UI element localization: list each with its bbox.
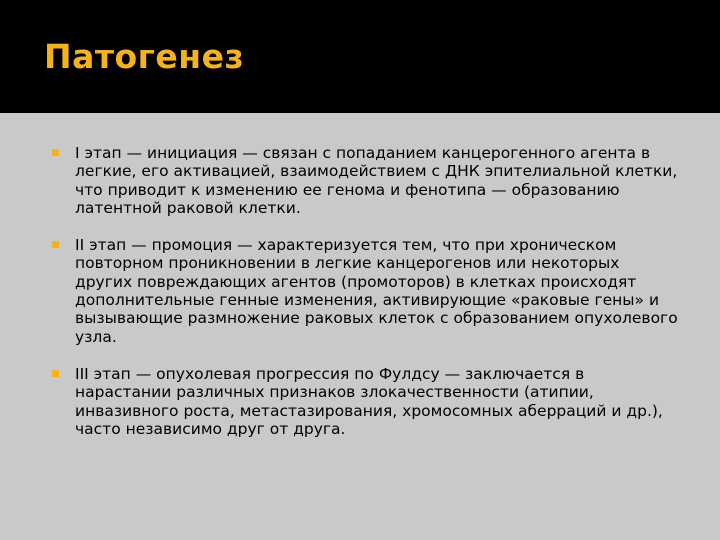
slide-title: Патогенез	[44, 37, 245, 76]
list-item-text: I этап — инициация — связан с попаданием канцерогенного агента в легкие, его активацией, взаимодействием с ДНК эпителиальной клетки, что приводит к изменению ее генома и фенотипа — образованию латентной раковой клетки.	[75, 144, 678, 217]
square-bullet-icon	[52, 241, 59, 248]
title-bar	[0, 0, 720, 113]
list-item	[51, 365, 681, 438]
square-bullet-icon	[52, 370, 59, 377]
list-item	[51, 236, 681, 346]
bullet-list	[51, 144, 681, 457]
list-item	[51, 144, 681, 217]
list-item-text: II этап — промоция — характеризуется тем, что при хроническом повторном проникновении в легкие канцерогенов или некоторых других повреждающих агентов (промоторов) в клетках происходят дополнительные генные изменения, активирующие «раковые гены» и вызывающие размножение раковых клеток с образованием опухолевого узла.	[75, 236, 678, 346]
list-item-text: III этап — опухолевая прогрессия по Фулдсу — заключается в нарастании различных признаков злокачественности (атипии, инвазивного роста, метастазирования, хромосомных аберраций и др.), часто независимо друг от друга.	[75, 364, 663, 438]
square-bullet-icon	[52, 149, 59, 156]
